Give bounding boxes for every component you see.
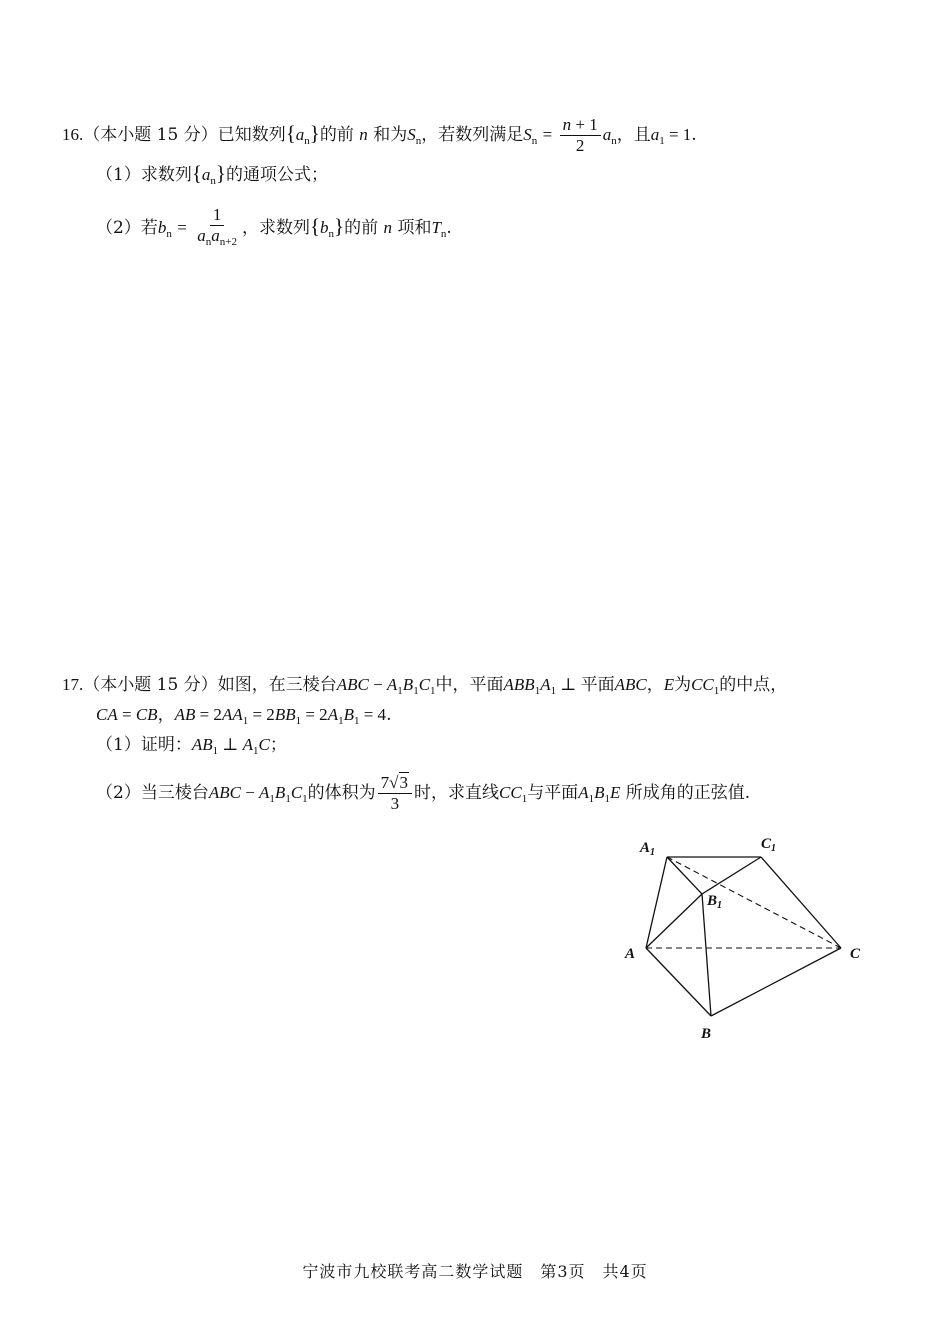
edge-B1-C1: [702, 857, 761, 894]
q16-number: 16.: [62, 125, 84, 144]
q17-text: 中，平面: [435, 675, 504, 695]
q17-score: （本小题 15 分）: [83, 675, 218, 695]
fraction: $\frac{n + 1}{2}$: [560, 115, 601, 156]
q17-text: 平面: [580, 675, 615, 695]
label-B: B: [701, 1026, 712, 1042]
q17-text: 当三棱台: [140, 783, 209, 803]
q16-text: 的前: [319, 125, 354, 145]
q17-text: 的体积为: [307, 783, 376, 803]
q16-text: ，求数列: [241, 218, 310, 238]
q17-part2: （2）当三棱台ABC − $A_1B_1C_1$的体积为 $\frac{7√3}{3}$ 时，求直线$CC_1$与平面$A_1B_1E$ 所成角的正弦值.: [96, 773, 751, 813]
label-C: C: [850, 946, 861, 962]
edge-A-B1: [646, 894, 702, 948]
q17-text: 证明：: [140, 735, 192, 755]
edge-B-B1: [702, 894, 711, 1016]
q16-text: .: [446, 218, 452, 238]
q16-text: ，且: [616, 125, 651, 145]
q17-text: 的中点，: [719, 675, 788, 695]
label-A1: $A_1$: [640, 840, 656, 858]
edge-A-A1: [646, 857, 667, 948]
q16-text: 的前: [344, 218, 379, 238]
q17-text: 为: [674, 675, 692, 695]
q17-text: ，: [157, 705, 175, 725]
q17-part1: （1）证明：$AB_1$ ⊥ $A_1C$；: [96, 735, 287, 757]
label-B1: $B_1$: [707, 893, 723, 911]
q16-text: 求数列: [140, 165, 192, 185]
q16-stem: 16.（本小题 15 分）已知数列$\{a_n\}$的前 n 和为$S_n$，若数列满足$S_n$ = $\frac{n + 1}{2}$ $a_n$，且$a_1 = 1$.: [62, 115, 697, 155]
dashed-A1-C: [667, 857, 841, 948]
q16-part1-label: （1）: [96, 165, 141, 185]
q16-part2-label: （2）: [96, 218, 141, 238]
q16-text: 项和: [397, 218, 432, 238]
q16-text: 和为: [373, 125, 408, 145]
q16-text: 的通项公式；: [226, 165, 329, 185]
q17-text: 所成角的正弦值.: [625, 783, 751, 803]
q17-condition: CA = CB，AB = $2AA_1 = 2BB_1 = 2A_1B_1 = 4$.: [96, 705, 392, 727]
q16-part2: （2）若$b_n$ = $\frac{1}{a_na_{n+2}}$ ，求数列$\{b_n\}$的前 n 项和$T_n$.: [96, 205, 452, 252]
q17-text: 时，求直线: [414, 783, 499, 803]
edge-B-C: [711, 948, 841, 1016]
page-footer: 宁波市九校联考高二数学试题 第3页 共4页: [302, 1262, 648, 1281]
q16-text: .: [691, 125, 697, 145]
fraction: $\frac{1}{a_na_{n+2}}$: [197, 205, 237, 248]
q16-score: （本小题 15 分）: [83, 125, 218, 145]
q16-text: ，若数列满足: [421, 125, 524, 145]
q16-text: 已知数列: [217, 125, 286, 145]
q17-part1-label: （1）: [96, 735, 141, 755]
label-C1: $C_1$: [761, 836, 777, 854]
q17-text: 如图，在三棱台: [217, 675, 337, 695]
q17-text: ，: [646, 675, 664, 695]
edge-A-B: [646, 948, 711, 1016]
q17-stem: 17.（本小题 15 分）如图，在三棱台ABC − $A_1B_1C_1$中，平面$ABB_1A_1$ ⊥ 平面ABC，E为$CC_1$的中点，: [62, 675, 788, 697]
q17-text: 与平面: [527, 783, 579, 803]
label-A: A: [625, 946, 636, 962]
q17-part2-label: （2）: [96, 783, 141, 803]
q17-text: .: [386, 705, 392, 725]
fraction: $\frac{7√3}{3}$: [378, 773, 412, 814]
q17-number: 17.: [62, 675, 84, 694]
edge-A1-B1: [667, 857, 702, 894]
q16-part1: （1）求数列$\{a_n\}$的通项公式；: [96, 161, 329, 187]
q16-text: 若: [140, 218, 158, 238]
edge-C-C1: [761, 857, 841, 948]
q17-text: ；: [269, 735, 287, 755]
